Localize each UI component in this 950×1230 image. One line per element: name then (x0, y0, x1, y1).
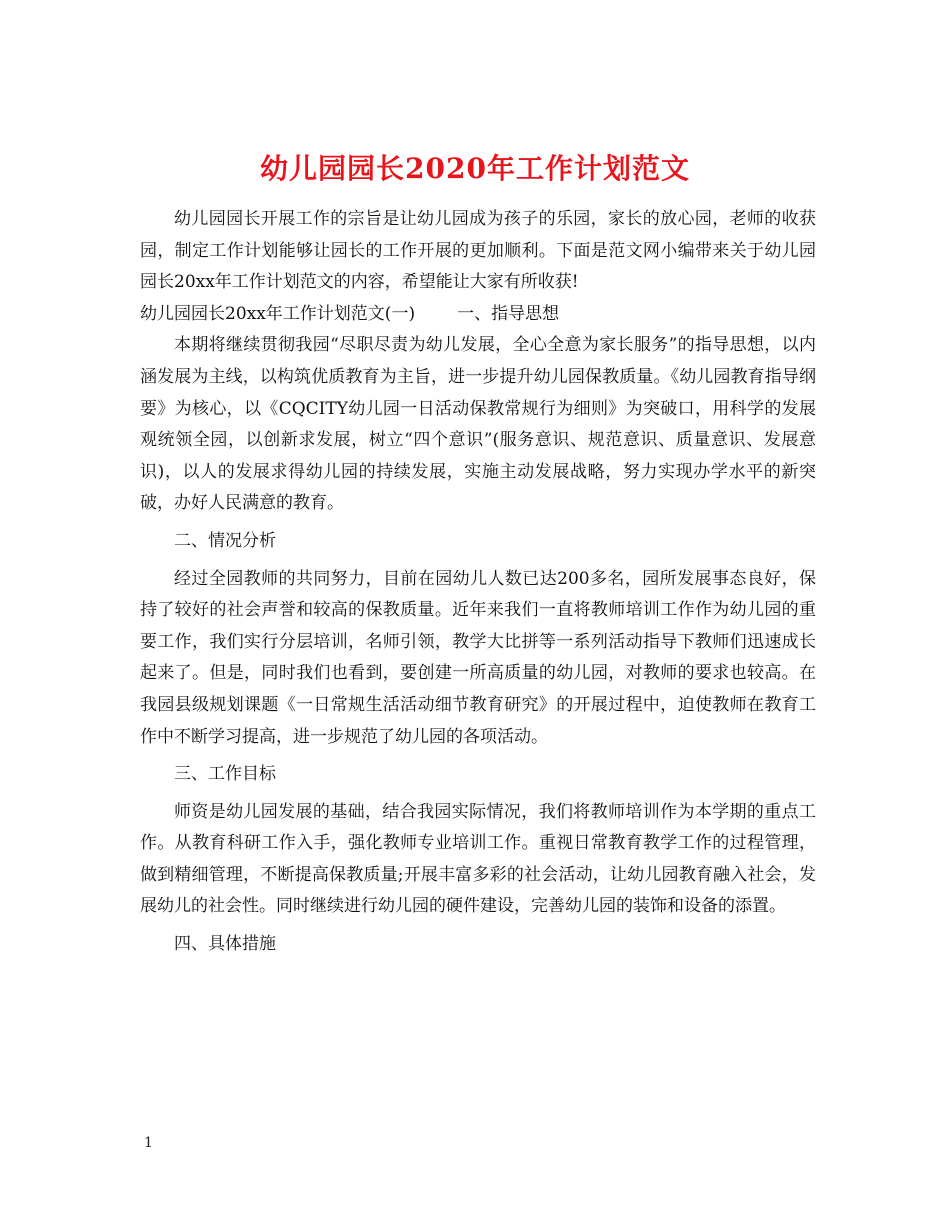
section2-heading: 二、情况分析 (174, 530, 276, 551)
document-body (140, 204, 816, 961)
section4-heading: 四、具体措施 (174, 934, 276, 955)
section1-heading: 一、指导思想 (457, 303, 560, 324)
section3-heading: 三、工作目标 (174, 764, 276, 785)
section1-body: 本期将继续贯彻我园“尽职尽责为幼儿发展，全心全意为家长服务”的指导思想，以内涵发展为主线，以构筑优质教育为主旨，进一步提升幼儿园保教质量。《幼儿园教育指导纲要》为核心，以《CQCITY幼儿园一日活动保教常规行为细则》为突破口，用科学的发展观统领全园，以创新求发展，树立“四个意识”(服务意识、规范意识、质量意识、发展意识)，以人的发展求得幼儿园的持续发展，实施主动发展战略，努力实现办学水平的新突破，办好人民满意的教育。 (140, 335, 816, 514)
subtitle-line (140, 299, 816, 331)
subtitle-text: 幼儿园园长20xx年工作计划范文(一) (140, 303, 416, 324)
page-title: 幼儿园园长2020年工作计划范文 (260, 151, 690, 185)
section2-body: 经过全园教师的共同努力，目前在园幼儿人数已达200多名，园所发展事态良好，保持了较好的社会声誉和较高的保教质量。近年来我们一直将教师培训工作作为幼儿园的重要工作，我们实行分层培训，名师引领，教学大比拼等一系列活动指导下教师们迅速成长起来了。但是，同时我们也看到，要创建一所高质量的幼儿园，对教师的要求也较高。在我园县级规划课题《一日常规生活活动细节教育研究》的开展过程中，迫使教师在教育工作中不断学习提高，进一步规范了幼儿园的各项活动。 (140, 568, 816, 747)
intro-paragraph: 幼儿园园长开展工作的宗旨是让幼儿园成为孩子的乐园，家长的放心园，老师的收获园，制定工作计划能够让园长的工作开展的更加顺利。下面是范文网小编带来关于幼儿园园长20xx年工作计划范文的内容，希望能让大家有所收获! (140, 209, 816, 293)
page-number: 1 (144, 1135, 153, 1151)
section3-body: 师资是幼儿园发展的基础，结合我园实际情况，我们将教师培训作为本学期的重点工作。从教育科研工作入手，强化教师专业培训工作。重视日常教育教学工作的过程管理，做到精细管理，不断提高保教质量;开展丰富多彩的社会活动，让幼儿园教育融入社会，发展幼儿的社会性。同时继续进行幼儿园的硬件建设，完善幼儿园的装饰和设备的添置。 (140, 801, 816, 917)
